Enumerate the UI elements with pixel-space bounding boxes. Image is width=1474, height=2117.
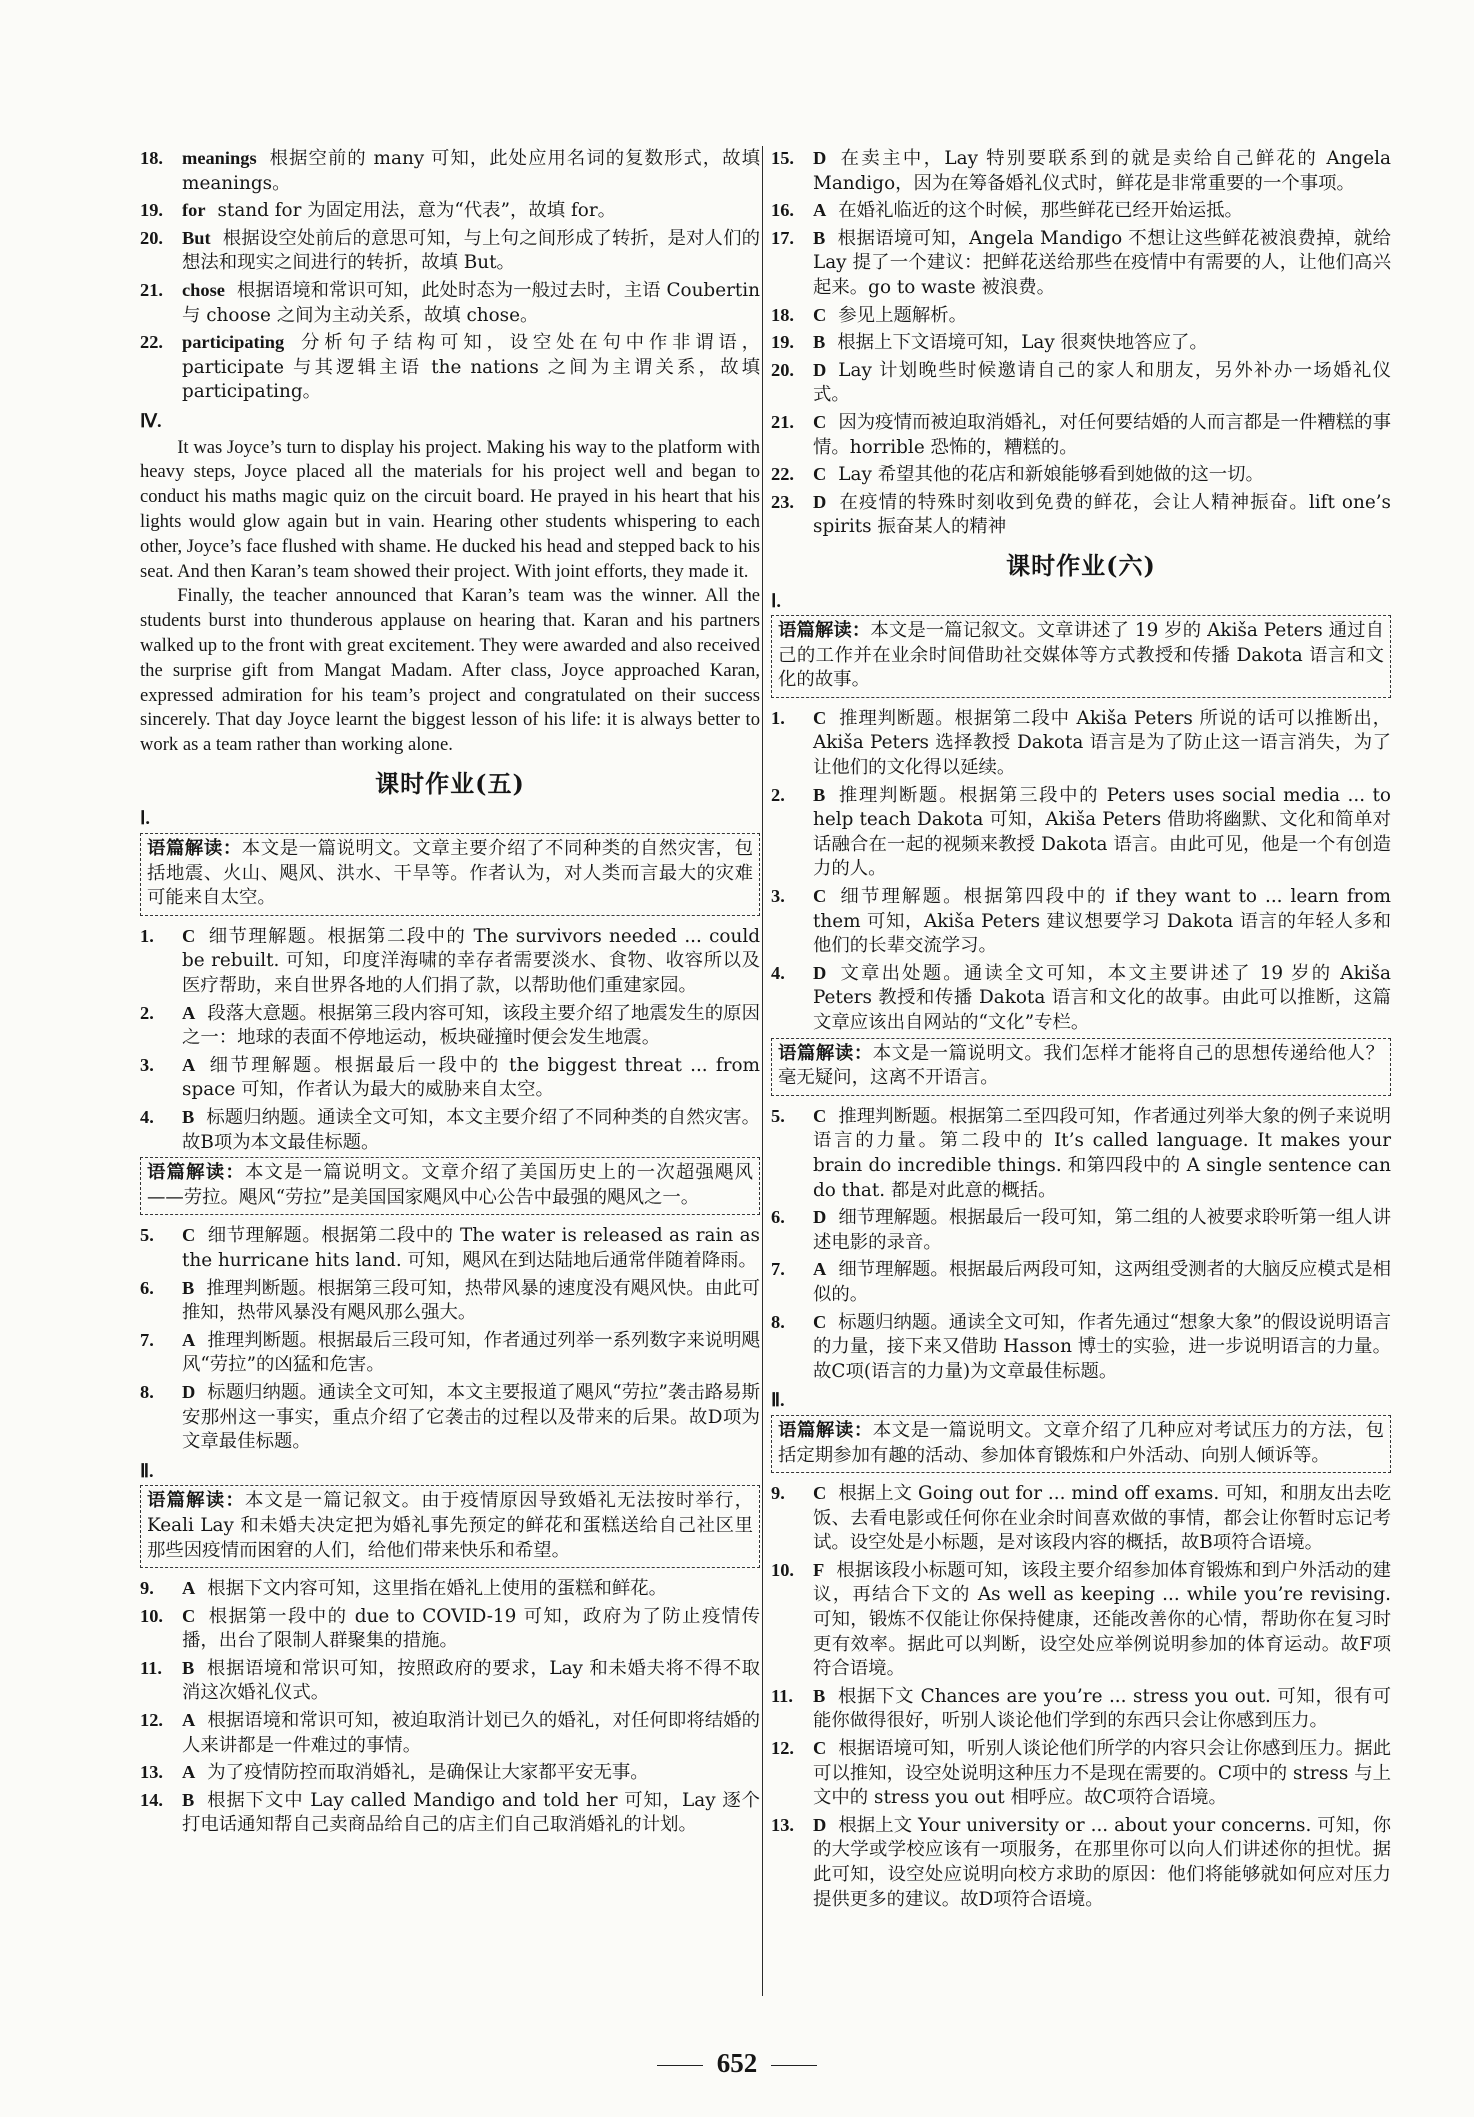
answer-item: 5. C 推理判断题。根据第二至四段可知，作者通过列举大象的例子来说明语言的力量。第二段中的 It’s called language. It makes your brain do incredible things. 和第四段中的 A single sentence can do that. 都是对此意的概括。 [771,1105,1391,1201]
answer-item: 12. A 根据语境和常识可知，被迫取消计划已久的婚礼，对任何即将结婚的人来讲都是一件难过的事情。 [140,1710,760,1756]
answer-list-left-a [140,146,760,405]
answer-item: 9. C 根据上文 Going out for ... mind off exams. 可知，和朋友出去吃饭、去看电影或任何你在业余时间喜欢做的事情，都会让你暂时忘记考试。设空处是小标题，是对该段内容的概括，故B项符合语境。 [771,1483,1391,1554]
answer-item: 13. D 根据上文 Your university or ... about your concerns. 可知，你的大学或学校应该有一项服务，在那里你可以向人们讲述你的担忧。据此可知，设空处应说明向校方求助的原因：他们将能够就如何应对压力提供更多的建议。故D项符合语境。 [771,1814,1391,1910]
answer-item: 18. C 参见上题解析。 [771,304,968,326]
answer-item: 18. meanings 根据空前的 many 可知，此处应用名词的复数形式，故填 meanings。 [140,148,760,194]
answer-item: 4. D 文章出处题。通读全文可知，本文主要讲述了 19 岁的 Akiša Peters 教授和传播 Dakota 语言和文化的故事。由此可以推断，这篇文章应该出自网站的“文化”专栏。 [771,962,1391,1033]
answer-item: 9. A 根据下文内容可知，这里指在婚礼上使用的蛋糕和鲜花。 [140,1578,668,1600]
answer-item: 8. C 标题归纳题。通读全文可知，作者先通过“想象大象”的假设说明语言的力量，接下来又借助 Hasson 博士的实验，进一步说明语言的力量。故C项(语言的力量)为文章最佳标题。 [771,1311,1391,1382]
passage-analysis-box: 语篇解读：本文是一篇说明文。文章介绍了几种应对考试压力的方法，包括定期参加有趣的活动、参加体育锻炼和户外活动、向别人倾诉等。 [771,1415,1391,1473]
essay-passage [140,436,760,758]
part-label: Ⅱ. [771,1390,785,1411]
answer-item: 11. B 根据下文 Chances are you’re ... stress you out. 可知，很有可能你做得很好，听别人谈论他们学到的东西只会让你感到压力。 [771,1685,1391,1732]
answer-item: 6. B 推理判断题。根据第三段可知，热带风暴的速度没有飓风快。由此可推知，热带风暴没有飓风那么强大。 [140,1277,760,1324]
column-divider [762,146,763,1996]
answer-list-right-c [771,1104,1391,1385]
answer-list-left-b [140,924,760,1155]
essay-paragraph: It was Joyce’s turn to display his project. Making his way to the platform with heavy steps, Joyce placed all the materials for his project well and began to conduct his maths magic quiz on the circuit board. He prayed in his heart that his lights would glow again but in vain. Hearing other students whispering to each other, Joyce’s face flushed with shame. He ducked his head and stepped back to his seat. And then Karan’s team showed their project. With joint efforts, they made it. [140,436,760,582]
answer-item: 15. D 在卖主中，Lay 特别要联系到的就是卖给自己鲜花的 Angela Mandigo，因为在筹备婚礼仪式时，鲜花是非常重要的一个事项。 [771,148,1391,194]
answer-item: 21. C 因为疫情而被迫取消婚礼，对任何要结婚的人而言都是一件糟糕的事情。horrible 恐怖的，糟糕的。 [771,411,1391,458]
answer-item: 14. B 根据下文中 Lay called Mandigo and told her 可知，Lay 逐个打电话通知帮自己卖商品给自己的店主们自己取消婚礼的计划。 [140,1789,760,1836]
left-column [140,146,760,1840]
answer-item: 8. D 标题归纳题。通读全文可知，本文主要报道了飓风“劳拉”袭击路易斯安那州这一事实，重点介绍了它袭击的过程以及带来的后果。故D项为文章最佳标题。 [140,1381,760,1453]
part-label: Ⅰ. [771,590,782,611]
answer-list-left-c [140,1223,760,1454]
answer-item: 1. C 细节理解题。根据第二段中的 The survivors needed ... could be rebuilt. 可知，印度洋海啸的幸存者需要淡水、食物、收容所以及医疗帮助，来自世界各地的人们捐了款，以帮助他们重建家园。 [140,925,760,997]
section-title: 课时作业(五) [375,768,525,798]
part-label: Ⅰ. [140,808,151,829]
passage-analysis-box: 语篇解读：本文是一篇说明文。文章介绍了美国历史上的一次超强飓风——劳拉。飓风“劳拉”是美国国家飓风中心公告中最强的飓风之一。 [140,1157,760,1215]
answer-item: 3. A 细节理解题。根据最后一段中的 the biggest threat ... from space 可知，作者认为最大的威胁来自太空。 [140,1054,760,1101]
essay-paragraph: Finally, the teacher announced that Karan’s team was the winner. All the students burst into thunderous applause on hearing that. Karan and his partners walked up to the front with great excitement. They were awarded and also received the surprise gift from Mangat Madam. After class, Joyce approached Karan, expressed admiration for his team’s project and congratulated on their success sincerely. That day Joyce learnt the biggest lesson of his life: it is always better to work as a team rather than working alone. [140,585,760,756]
page-number: 652 [0,2048,1474,2079]
passage-analysis-box: 语篇解读：本文是一篇记叙文。由于疫情原因导致婚礼无法按时举行，Keali Lay 和未婚夫决定把为婚礼事先预定的鲜花和蛋糕送给自己社区里那些因疫情而困窘的人们，给他们带来快乐和希望。 [140,1485,760,1568]
answer-item: 21. chose 根据语境和常识可知，此处时态为一般过去时，主语 Coubertin 与 choose 之间为主动关系，故填 chose。 [140,279,760,326]
answer-item: 2. A 段落大意题。根据第三段内容可知，该段主要介绍了地震发生的原因之一：地球的表面不停地运动，板块碰撞时便会发生地震。 [140,1002,760,1049]
answer-item: 10. C 根据第一段中的 due to COVID-19 可知，政府为了防止疫情传播，出台了限制人群聚集的措施。 [140,1605,760,1652]
section-title: 课时作业(六) [1006,550,1156,580]
answer-list-right-d [771,1481,1391,1912]
passage-analysis-box: 语篇解读：本文是一篇记叙文。文章讲述了 19 岁的 Akiša Peters 通过自己的工作并在业余时间借助社交媒体等方式教授和传播 Dakota 语言和文化的故事。 [771,615,1391,698]
passage-analysis-box: 语篇解读：本文是一篇说明文。我们怎样才能将自己的思想传递给他人？毫无疑问，这离不开语言。 [771,1038,1391,1096]
page-number-dash [771,2065,817,2066]
answer-item: 1. C 推理判断题。根据第二段中 Akiša Peters 所说的话可以推断出，Akiša Peters 选择教授 Dakota 语言是为了防止这一语言消失，为了让他们的文化得以延续。 [771,707,1391,779]
answer-list-left-d [140,1576,760,1838]
answer-item: 17. B 根据语境可知，Angela Mandigo 不想让这些鲜花被浪费掉，就给 Lay 提了一个建议：把鲜花送给那些在疫情中有需要的人，让他们高兴起来。go to waste 被浪费。 [771,227,1391,298]
answer-item: 10. F 根据该段小标题可知，该段主要介绍参加体育锻炼和到户外活动的建议，再结合下文的 As well as keeping ... while you’re revising. 可知，锻炼不仅能让你保持健康，还能改善你的心情，帮助你在复习时更有效率。据此可以判断，设空处应举例说明参加的体育运动。故F项符合语境。 [771,1559,1391,1680]
answer-item: 20. But 根据设空处前后的意思可知，与上句之间形成了转折，是对人们的想法和现实之间进行的转折，故填 But。 [140,227,760,274]
answer-item: 5. C 细节理解题。根据第二段中的 The water is released as rain as the hurricane hits land. 可知，飓风在到达陆地后通常伴随着降雨。 [140,1225,760,1271]
answer-item: 12. C 根据语境可知，听别人谈论他们所学的内容只会让你感到压力。据此可以推知，设空处说明这种压力不是现在需要的。C项中的 stress 与上文中的 stress you out 相呼应。故C项符合语境。 [771,1738,1391,1809]
answer-item: 4. B 标题归纳题。通读全文可知，本文主要介绍了不同种类的自然灾害。故B项为本文最佳标题。 [140,1107,760,1153]
answer-item: 2. B 推理判断题。根据第三段中的 Peters uses social media ... to help teach Dakota 可知，Akiša Peters 借助将幽默、文化和简单对话融合在一起的视频来教授 Dakota 语言。由此可见，他是一个有创造力的人。 [771,784,1391,880]
part-label: Ⅱ. [140,1460,154,1481]
answer-item: 20. D Lay 计划晚些时候邀请自己的家人和朋友，另外补办一场婚礼仪式。 [771,359,1391,406]
answer-item: 13. A 为了疫情防控而取消婚礼，是确保让大家都平安无事。 [140,1762,649,1784]
answer-item: 11. B 根据语境和常识可知，按照政府的要求，Lay 和未婚夫将不得不取消这次婚礼仪式。 [140,1657,760,1704]
answer-item: 22. C Lay 希望其他的花店和新娘能够看到她做的这一切。 [771,464,1264,486]
answer-item: 23. D 在疫情的特殊时刻收到免费的鲜花，会让人精神振奋。lift one’s spirits 振奋某人的精神 [771,491,1391,538]
passage-analysis-box: 语篇解读：本文是一篇说明文。文章主要介绍了不同种类的自然灾害，包括地震、火山、飓风、洪水、干旱等。作者认为，对人类而言最大的灾难可能来自太空。 [140,833,760,916]
answer-list-right-a [771,146,1391,540]
answer-item: 19. B 根据上下文语境可知，Lay 很爽快地答应了。 [771,332,1208,354]
answer-item: 6. D 细节理解题。根据最后一段可知，第二组的人被要求聆听第一组人讲述电影的录音。 [771,1207,1391,1253]
answer-item: 22. participating 分析句子结构可知，设空处在句中作非谓语，participate 与其逻辑主语 the nations 之间为主谓关系，故填 participating。 [140,332,760,403]
answer-item: 3. C 细节理解题。根据第四段中的 if they want to ... learn from them 可知，Akiša Peters 建议想要学习 Dakota 语言的年轻人多和他们的长辈交流学习。 [771,886,1391,957]
part-label: Ⅳ. [140,410,162,431]
answer-item: 7. A 细节理解题。根据最后两段可知，这两组受测者的大脑反应模式是相似的。 [771,1259,1391,1305]
answer-item: 19. for stand for 为固定用法，意为“代表”，故填 for。 [140,200,617,222]
answer-list-right-b [771,706,1391,1036]
answer-item: 7. A 推理判断题。根据最后三段可知，作者通过列举一系列数字来说明飓风“劳拉”的凶猛和危害。 [140,1329,760,1376]
right-column [771,146,1391,1914]
answer-item: 16. A 在婚礼临近的这个时候，那些鲜花已经开始运抵。 [771,200,1243,222]
page-number-dash [657,2065,703,2066]
